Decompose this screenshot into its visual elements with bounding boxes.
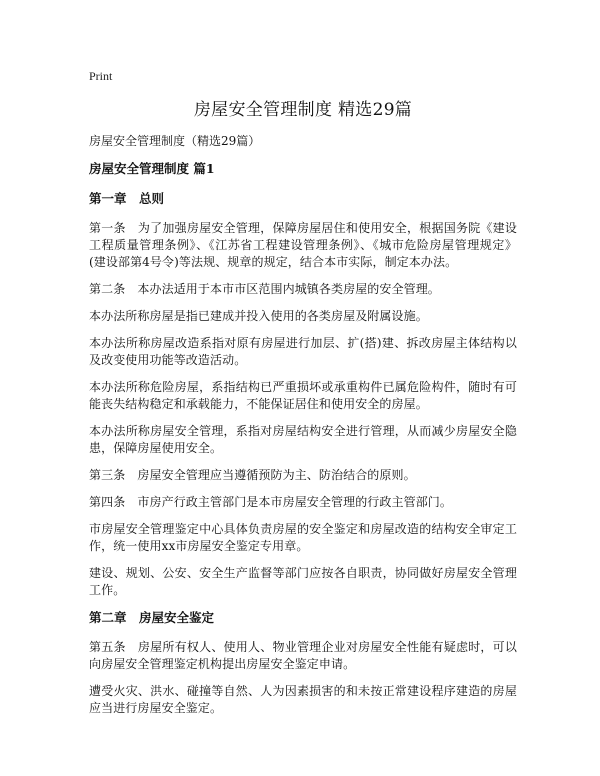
definition-safety-management-paragraph: 本办法所称房屋安全管理，系指对房屋结构安全进行管理，从而减少房屋安全隐患，保障房屋使用安全。: [89, 424, 517, 455]
chapter-1-heading: 第一章 总则: [89, 191, 165, 206]
print-label[interactable]: Print: [89, 69, 113, 83]
definition-house-paragraph: 本办法所称房屋是指已建成并投入使用的各类房屋及附属设施。: [89, 309, 428, 323]
appraisal-center-paragraph: 市房屋安全管理鉴定中心具体负责房屋的安全鉴定和房屋改造的结构安全审定工作，统一使用xx市房屋安全鉴定专用章。: [89, 522, 517, 553]
definition-renovation-paragraph: 本办法所称房屋改造系指对原有房屋进行加层、扩(搭)建、拆改房屋主体结构以及改变使用功能等改造活动。: [89, 336, 517, 367]
article-3-paragraph: 第三条 房屋安全管理应当遵循预防为主、防治结合的原则。: [89, 468, 416, 482]
damage-appraisal-paragraph: 遭受火灾、洪水、碰撞等自然、人为因素损害的和未按正常建设程序建造的房屋应当进行房屋安全鉴定。: [89, 684, 517, 715]
definition-dangerous-house-paragraph: 本办法所称危险房屋，系指结构已严重损坏或承重构件已属危险构件，随时有可能丧失结构稳定和承载能力，不能保证居住和使用安全的房屋。: [89, 380, 517, 411]
article-2-paragraph: 第二条 本办法适用于本市市区范围内城镇各类房屋的安全管理。: [89, 282, 440, 296]
document-title: 房屋安全管理制度 精选29篇: [193, 100, 413, 120]
article-1-paragraph: 第一条 为了加强房屋安全管理，保障房屋居住和使用安全，根据国务院《建设工程质量管理条例》、《江苏省工程建设管理条例》、《城市危险房屋管理规定》(建设部第4号令)等法规、规章的规定，结合本市实际，制定本办法。: [89, 221, 517, 269]
chapter-2-heading: 第二章 房屋安全鉴定: [89, 610, 215, 625]
section-heading: 房屋安全管理制度 篇1: [89, 161, 215, 176]
document-subtitle: 房屋安全管理制度（精选29篇）: [89, 134, 261, 148]
article-4-paragraph: 第四条 市房产行政主管部门是本市房屋安全管理的行政主管部门。: [89, 495, 453, 509]
document-page: [89, 68, 517, 727]
departments-cooperation-paragraph: 建设、规划、公安、安全生产监督等部门应按各自职责，协同做好房屋安全管理工作。: [89, 566, 517, 597]
article-5-paragraph: 第五条 房屋所有权人、使用人、物业管理企业对房屋安全性能有疑虑时，可以向房屋安全管理鉴定机构提出房屋安全鉴定申请。: [89, 640, 517, 671]
